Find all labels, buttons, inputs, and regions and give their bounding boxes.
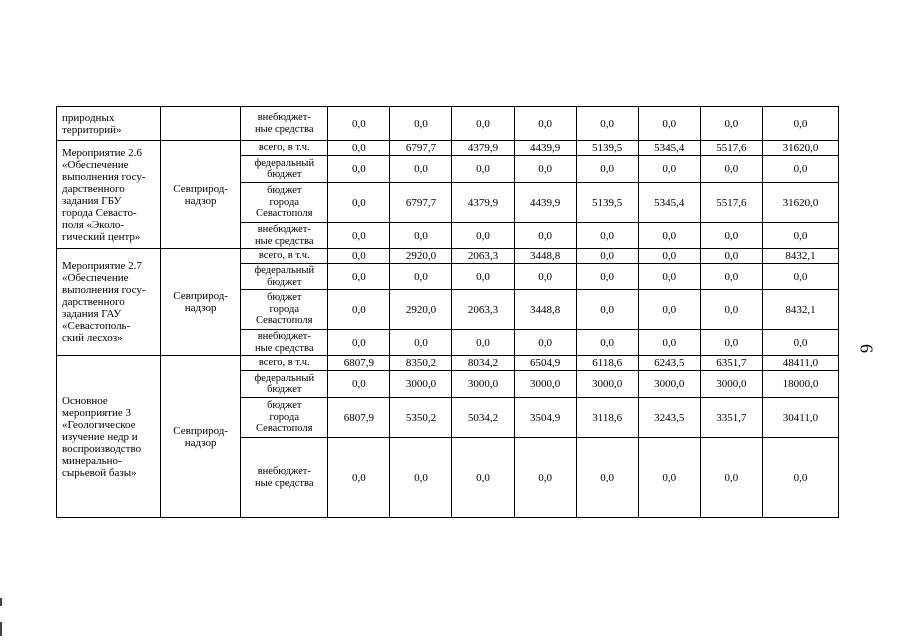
year-value-cell: 0,0 [328,330,390,356]
funding-table [56,106,839,518]
year-value-cell: 0,0 [452,330,514,356]
year-value-cell: 0,0 [638,107,700,141]
year-value-cell: 0,0 [328,141,390,156]
total-value-cell: 48411,0 [762,356,838,371]
scan-edge-mark [0,622,2,636]
year-value-cell: 0,0 [328,107,390,141]
year-value-cell: 8350,2 [390,356,452,371]
year-value-cell: 3504,9 [514,398,576,438]
total-value-cell: 31620,0 [762,141,838,156]
year-value-cell: 0,0 [390,438,452,518]
year-value-cell: 0,0 [576,107,638,141]
funding-source-cell: внебюджет- ные средства [241,107,328,141]
total-value-cell: 0,0 [762,223,838,249]
year-value-cell: 4439,9 [514,141,576,156]
year-value-cell: 0,0 [452,264,514,290]
year-value-cell: 5139,5 [576,183,638,223]
year-value-cell: 3000,0 [514,371,576,398]
year-value-cell: 5034,2 [452,398,514,438]
year-value-cell: 2920,0 [390,249,452,264]
funding-source-cell: бюджет города Севастополя [241,183,328,223]
year-value-cell: 6118,6 [576,356,638,371]
year-value-cell: 3118,6 [576,398,638,438]
year-value-cell: 0,0 [452,223,514,249]
total-value-cell: 0,0 [762,107,838,141]
total-value-cell: 0,0 [762,330,838,356]
year-value-cell: 6797,7 [390,141,452,156]
executor-cell: Севприрод- надзор [161,249,241,356]
year-value-cell: 0,0 [328,290,390,330]
year-value-cell: 0,0 [576,290,638,330]
year-value-cell: 0,0 [576,330,638,356]
executor-cell [161,107,241,141]
funding-source-cell: всего, в т.ч. [241,141,328,156]
activity-name-cell: природных территорий» [57,107,161,141]
year-value-cell: 6807,9 [328,398,390,438]
total-value-cell: 30411,0 [762,398,838,438]
year-value-cell: 0,0 [328,249,390,264]
year-value-cell: 3000,0 [638,371,700,398]
year-value-cell: 0,0 [576,156,638,183]
table-row [57,141,839,156]
year-value-cell: 0,0 [328,371,390,398]
year-value-cell: 0,0 [576,249,638,264]
year-value-cell: 3000,0 [576,371,638,398]
executor-cell: Севприрод- надзор [161,141,241,249]
page-number: 6 [856,344,877,353]
year-value-cell: 3000,0 [700,371,762,398]
total-value-cell: 31620,0 [762,183,838,223]
year-value-cell: 0,0 [700,156,762,183]
year-value-cell: 5139,5 [576,141,638,156]
year-value-cell: 4379,9 [452,183,514,223]
year-value-cell: 0,0 [638,330,700,356]
year-value-cell: 0,0 [700,330,762,356]
year-value-cell: 0,0 [452,107,514,141]
scan-edge-mark [0,598,2,606]
table-row [57,249,839,264]
year-value-cell: 0,0 [390,223,452,249]
year-value-cell: 2063,3 [452,290,514,330]
year-value-cell: 0,0 [576,264,638,290]
year-value-cell: 0,0 [700,438,762,518]
year-value-cell: 5345,4 [638,141,700,156]
year-value-cell: 8034,2 [452,356,514,371]
year-value-cell: 0,0 [638,223,700,249]
year-value-cell: 6797,7 [390,183,452,223]
year-value-cell: 6807,9 [328,356,390,371]
year-value-cell: 0,0 [700,249,762,264]
funding-source-cell: бюджет города Севастополя [241,398,328,438]
year-value-cell: 5350,2 [390,398,452,438]
table-body [57,107,839,518]
year-value-cell: 0,0 [700,264,762,290]
total-value-cell: 18000,0 [762,371,838,398]
year-value-cell: 2920,0 [390,290,452,330]
total-value-cell: 0,0 [762,264,838,290]
funding-source-cell: внебюджет- ные средства [241,438,328,518]
year-value-cell: 0,0 [576,223,638,249]
activity-name-cell: Мероприятие 2.7 «Обеспечение выполнения госу- дарственного задания ГАУ «Севастополь- ский лесхоз» [57,249,161,356]
year-value-cell: 5517,6 [700,183,762,223]
executor-cell: Севприрод- надзор [161,356,241,518]
year-value-cell: 0,0 [452,438,514,518]
year-value-cell: 6243,5 [638,356,700,371]
year-value-cell: 6351,7 [700,356,762,371]
year-value-cell: 5345,4 [638,183,700,223]
year-value-cell: 0,0 [390,156,452,183]
table-row [57,107,839,141]
year-value-cell: 0,0 [576,438,638,518]
year-value-cell: 0,0 [638,156,700,183]
funding-source-cell: федеральный бюджет [241,371,328,398]
year-value-cell: 0,0 [514,438,576,518]
year-value-cell: 0,0 [700,223,762,249]
year-value-cell: 0,0 [328,183,390,223]
funding-source-cell: федеральный бюджет [241,264,328,290]
activity-name-cell: Основное мероприятие 3 «Геологическое изучение недр и воспроизводство минерально- сырьевой базы» [57,356,161,518]
year-value-cell: 0,0 [390,107,452,141]
year-value-cell: 0,0 [328,156,390,183]
year-value-cell: 0,0 [390,264,452,290]
year-value-cell: 4379,9 [452,141,514,156]
year-value-cell: 0,0 [638,264,700,290]
year-value-cell: 0,0 [514,156,576,183]
year-value-cell: 0,0 [700,107,762,141]
total-value-cell: 0,0 [762,438,838,518]
year-value-cell: 0,0 [328,223,390,249]
total-value-cell: 0,0 [762,156,838,183]
year-value-cell: 0,0 [328,438,390,518]
year-value-cell: 3243,5 [638,398,700,438]
funding-source-cell: внебюджет- ные средства [241,223,328,249]
activity-name-cell: Мероприятие 2.6 «Обеспечение выполнения госу- дарственного задания ГБУ города Севасто- поля «Эколо- гический центр» [57,141,161,249]
year-value-cell: 3000,0 [452,371,514,398]
year-value-cell: 6504,9 [514,356,576,371]
year-value-cell: 5517,6 [700,141,762,156]
year-value-cell: 0,0 [514,107,576,141]
year-value-cell: 0,0 [638,290,700,330]
year-value-cell: 0,0 [514,330,576,356]
year-value-cell: 0,0 [390,330,452,356]
funding-source-cell: всего, в т.ч. [241,249,328,264]
year-value-cell: 4439,9 [514,183,576,223]
year-value-cell: 0,0 [514,264,576,290]
year-value-cell: 2063,3 [452,249,514,264]
year-value-cell: 3000,0 [390,371,452,398]
funding-source-cell: всего, в т.ч. [241,356,328,371]
year-value-cell: 0,0 [328,264,390,290]
year-value-cell: 3448,8 [514,290,576,330]
year-value-cell: 3351,7 [700,398,762,438]
total-value-cell: 8432,1 [762,249,838,264]
year-value-cell: 0,0 [514,223,576,249]
total-value-cell: 8432,1 [762,290,838,330]
year-value-cell: 0,0 [700,290,762,330]
year-value-cell: 0,0 [638,438,700,518]
funding-source-cell: бюджет города Севастополя [241,290,328,330]
year-value-cell: 3448,8 [514,249,576,264]
funding-source-cell: внебюджет- ные средства [241,330,328,356]
funding-source-cell: федеральный бюджет [241,156,328,183]
table-row [57,356,839,371]
year-value-cell: 0,0 [638,249,700,264]
year-value-cell: 0,0 [452,156,514,183]
